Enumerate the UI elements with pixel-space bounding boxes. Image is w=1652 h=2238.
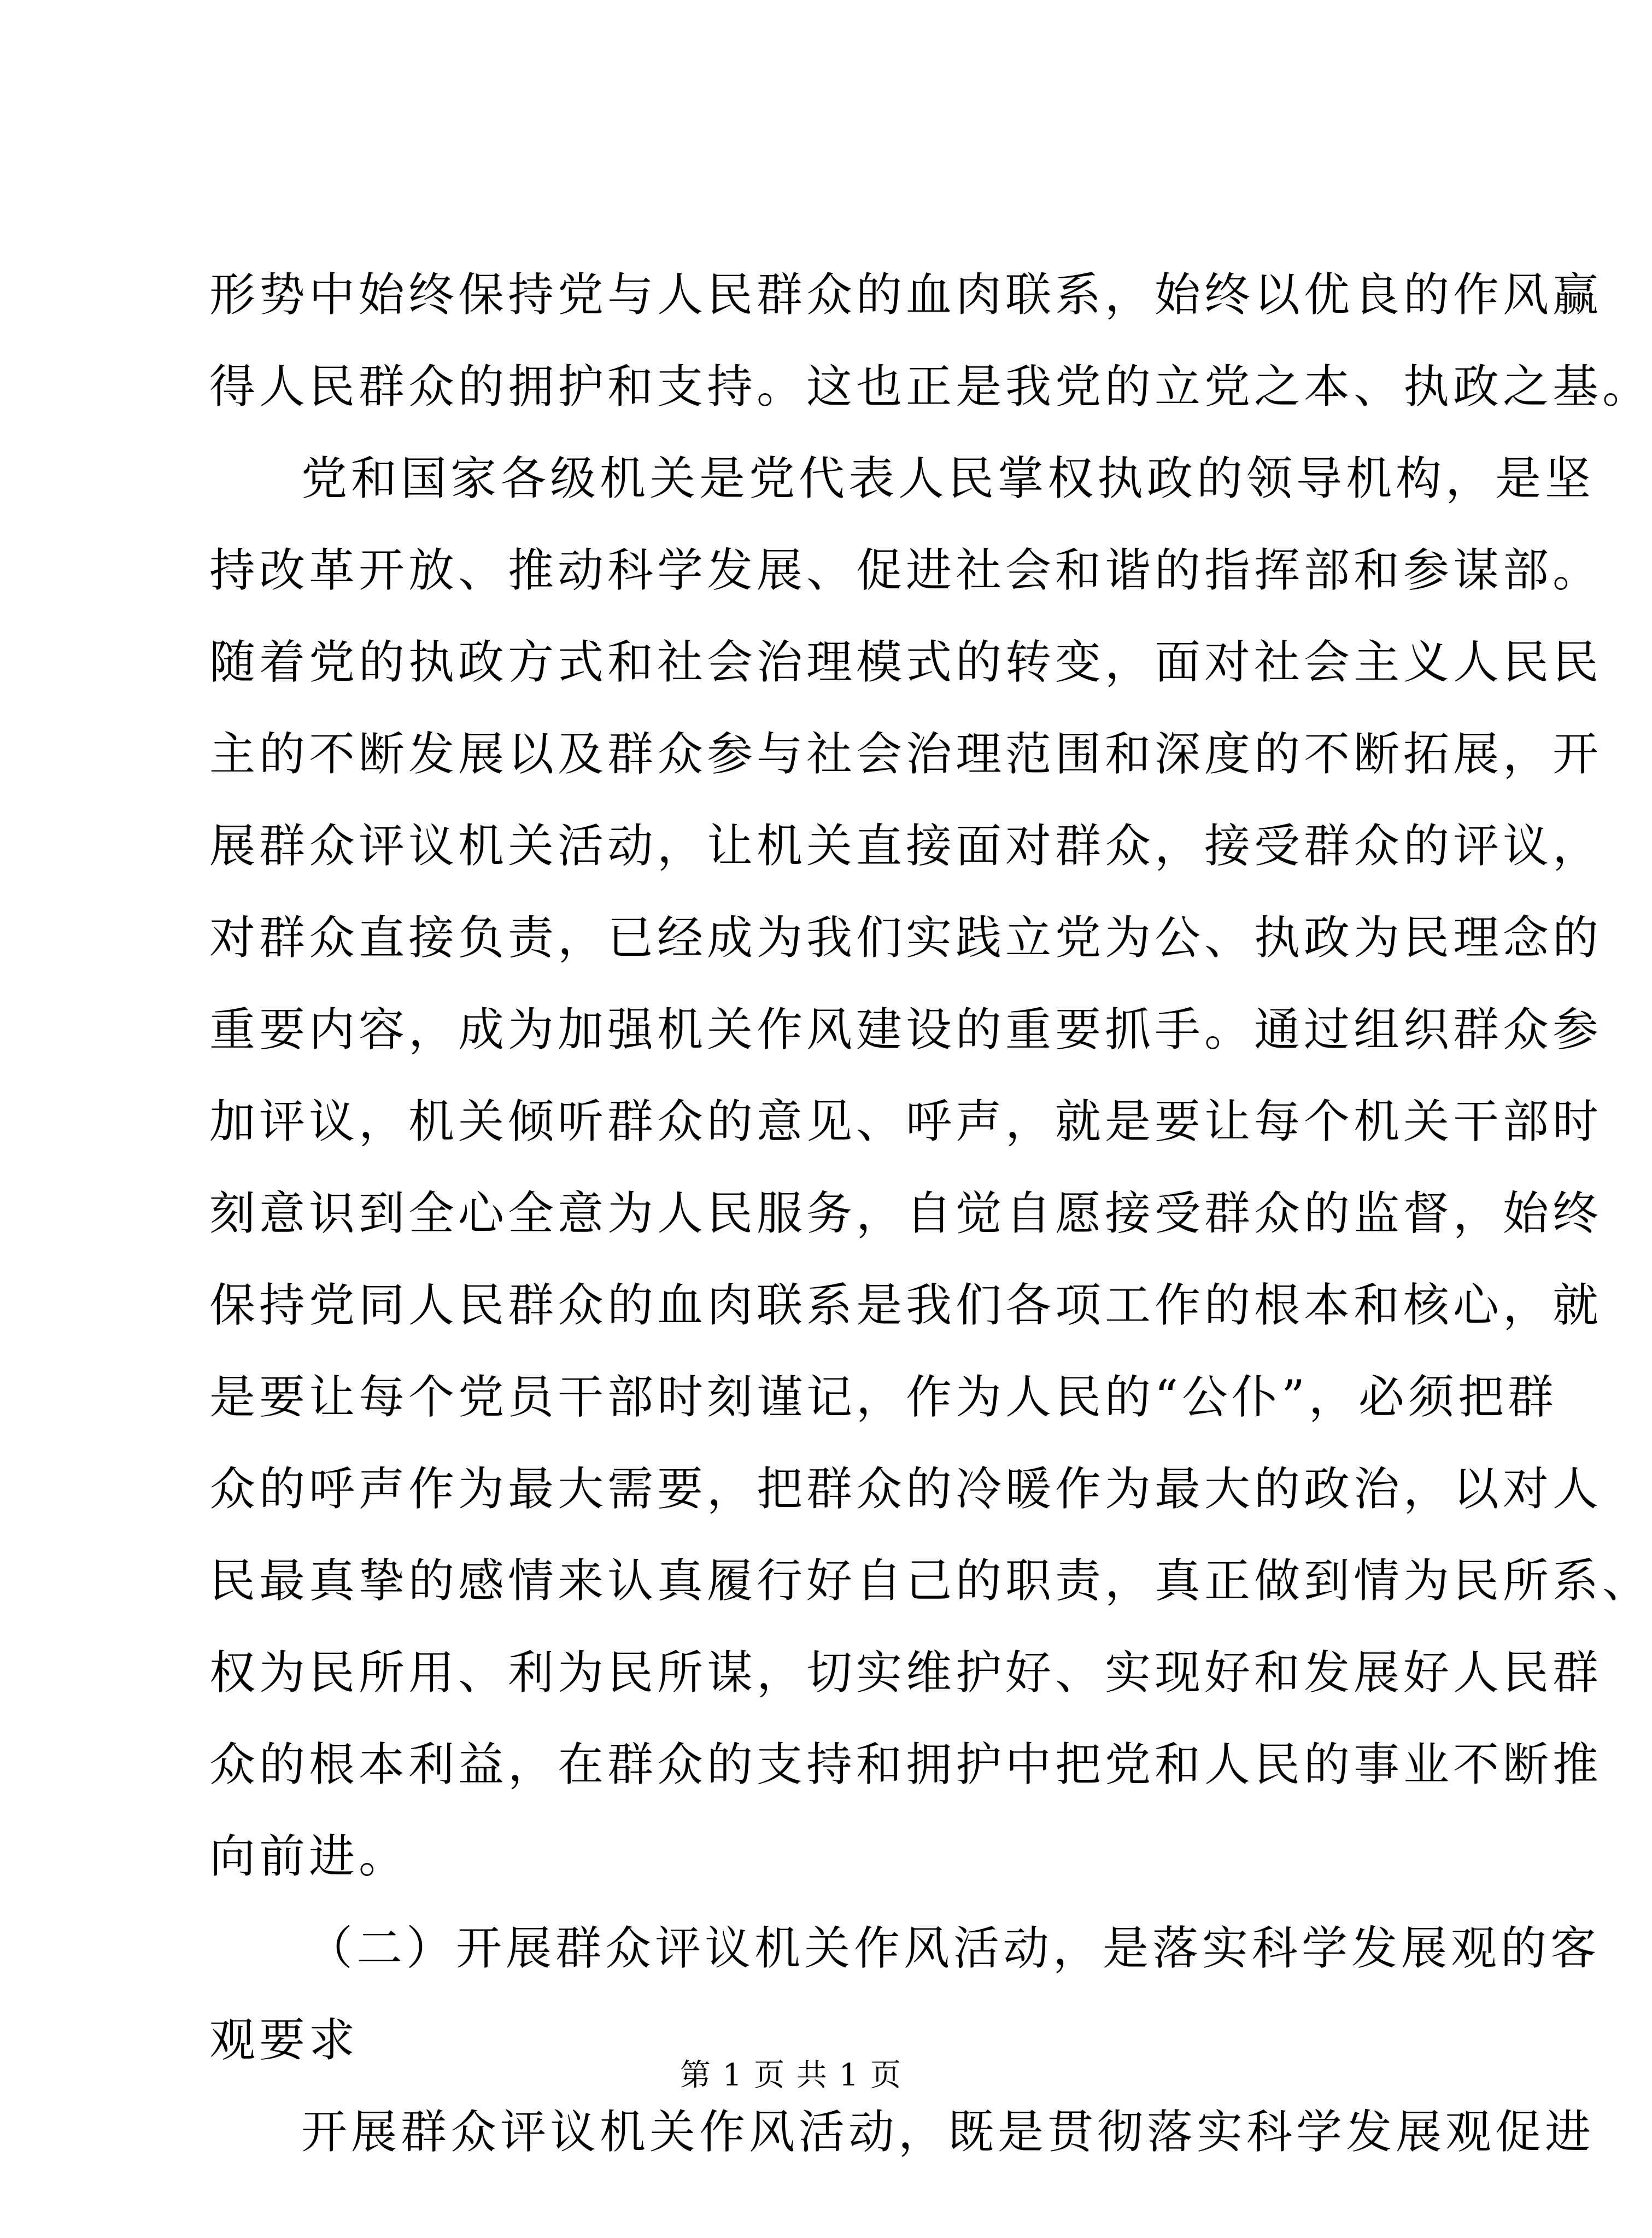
text-line: 众的呼声作为最大需要，把群众的冷暖作为最大的政治，以对人 <box>209 1462 1603 1516</box>
text-line: 持改革开放、推动科学发展、促进社会和谐的指挥部和参谋部。 <box>209 544 1603 597</box>
text-line: 随着党的执政方式和社会治理模式的转变，面对社会主义人民民 <box>209 635 1603 689</box>
paragraph-start-line: 开展群众评议机关作风活动，既是贯彻落实科学发展观促进 <box>301 2105 1595 2159</box>
text-line: 展群众评议机关活动，让机关直接面对群众，接受群众的评议， <box>209 819 1603 873</box>
text-line: 保持党同人民群众的血肉联系是我们各项工作的根本和核心，就 <box>209 1278 1603 1332</box>
text-line: 重要内容，成为加强机关作风建设的重要抓手。通过组织群众参 <box>209 1003 1603 1056</box>
document-body <box>209 249 1652 2178</box>
text-line: 主的不断发展以及群众参与社会治理范围和深度的不断拓展，开 <box>209 727 1603 781</box>
text-line: 民最真挚的感情来认真履行好自己的职责，真正做到情为民所系、 <box>209 1554 1652 1608</box>
text-line: 向前进。 <box>209 1830 409 1883</box>
section-heading-line: （二）开展群众评议机关作风活动，是落实科学发展观的客 <box>307 1921 1601 1975</box>
text-line: 权为民所用、利为民所谋，切实维护好、实现好和发展好人民群 <box>209 1646 1603 1699</box>
section-heading-line: 观要求 <box>209 2013 359 2067</box>
text-line: 众的根本利益，在群众的支持和拥护中把党和人民的事业不断推 <box>209 1738 1603 1791</box>
text-line: 加评议，机关倾听群众的意见、呼声，就是要让每个机关干部时 <box>209 1095 1603 1148</box>
paragraph-start-line: 党和国家各级机关是党代表人民掌权执政的领导机构，是坚 <box>301 452 1595 505</box>
page-footer: 第 1 页 共 1 页 <box>679 2058 903 2093</box>
text-line: 形势中始终保持党与人民群众的血肉联系，始终以优良的作风赢 <box>209 268 1603 322</box>
text-line: 对群众直接负责，已经成为我们实践立党为公、执政为民理念的 <box>209 911 1603 965</box>
text-line: 刻意识到全心全意为人民服务，自觉自愿接受群众的监督，始终 <box>209 1187 1603 1240</box>
text-line: 得人民群众的拥护和支持。这也正是我党的立党之本、执政之基。 <box>209 360 1652 413</box>
text-line: 是要让每个党员干部时刻谨记，作为人民的“公仆”，必须把群 <box>209 1370 1557 1424</box>
